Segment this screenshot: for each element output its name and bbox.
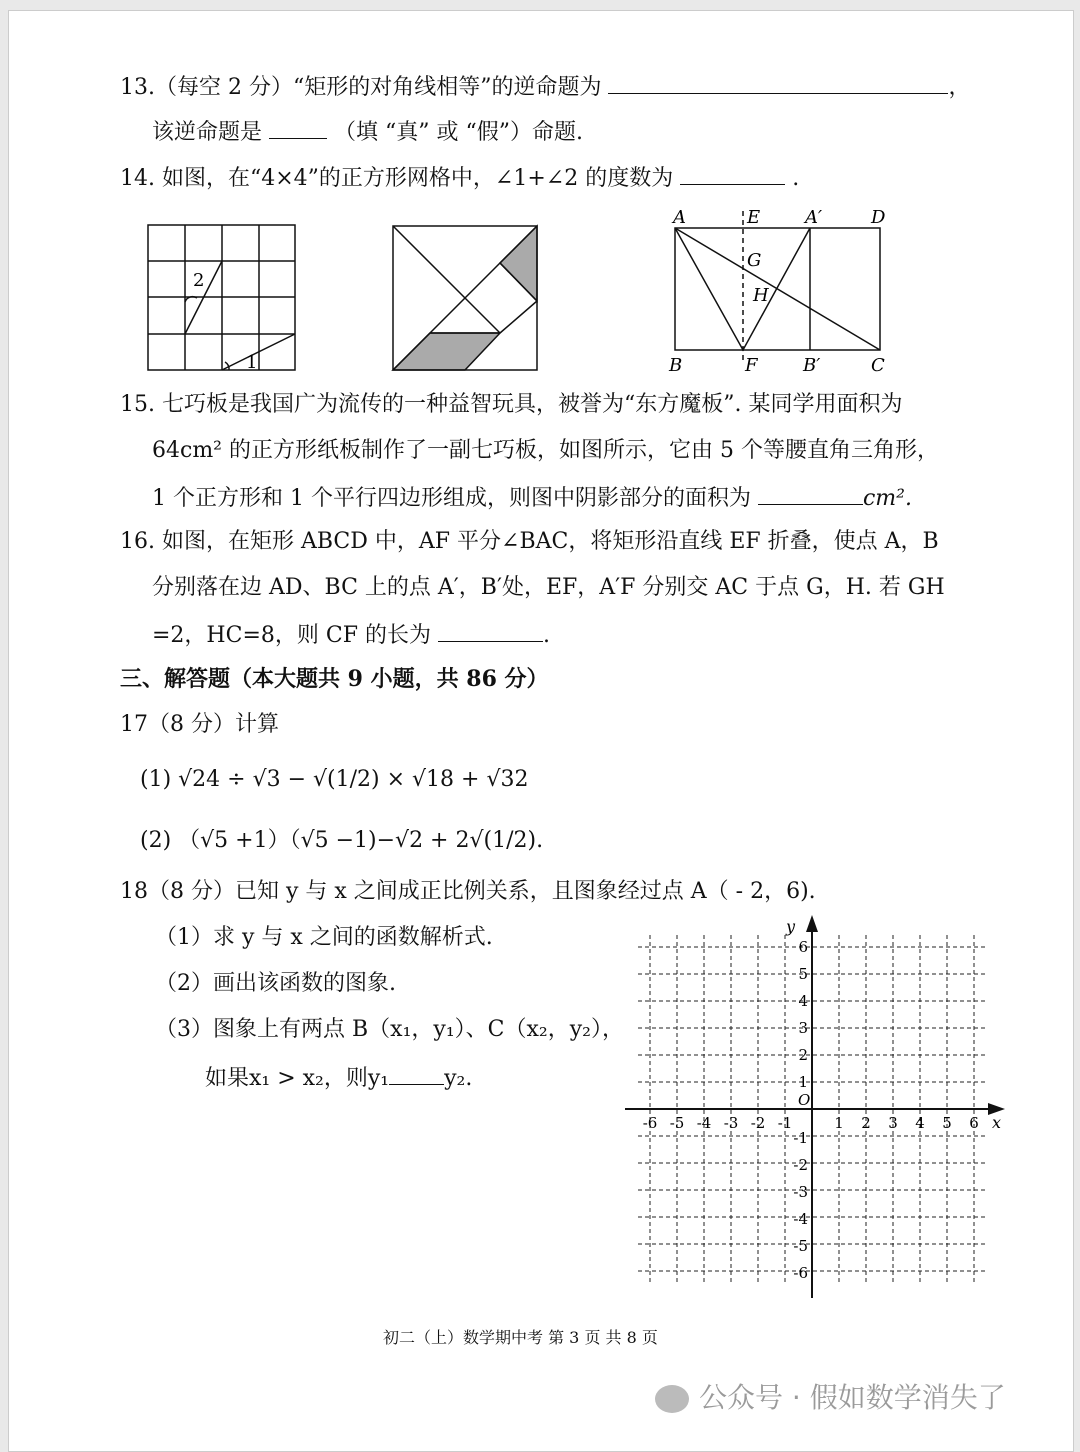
x-tick-label: 5 (942, 1114, 952, 1132)
q13-comma: ， (948, 75, 971, 100)
q17-title: 17（8 分）计算 (120, 712, 279, 737)
point-H: H (753, 285, 769, 306)
y-tick-label: 6 (798, 938, 808, 956)
x-tick-label: 6 (969, 1114, 979, 1132)
coordinate-grid (620, 910, 1020, 1305)
origin-label: O (798, 1091, 811, 1109)
angle-2-label: 2 (193, 270, 205, 291)
y-tick-label: -3 (793, 1183, 808, 1201)
q16-line2: 分别落在边 AD、BC 上的点 A′，B′处，EF，A′F 分别交 AC 于点 G，H. 若 GH (152, 575, 945, 600)
q18-y2: y₂. (444, 1066, 473, 1091)
x-tick-label: -1 (777, 1114, 793, 1132)
q18-part2: （2）画出该函数的图象. (155, 971, 396, 996)
watermark-text: 公众号 · 假如数学消失了 (699, 1381, 1006, 1414)
q13-line1 (120, 71, 970, 103)
watermark (655, 1376, 1006, 1416)
wechat-icon (655, 1385, 689, 1413)
x-tick-label: -6 (642, 1114, 658, 1132)
point-G: G (747, 250, 762, 271)
point-C: C (871, 355, 885, 376)
q13-line2 (152, 116, 583, 148)
q14-end: . (792, 166, 800, 191)
x-tick-label: 2 (861, 1114, 871, 1132)
point-B-prime: B′ (803, 355, 821, 376)
y-tick-label: 2 (798, 1046, 808, 1064)
y-tick-label: -2 (793, 1156, 808, 1174)
q13-text2: 该逆命题是 (152, 120, 263, 145)
y-tick-label: -6 (793, 1264, 808, 1282)
x-tick-label: 1 (834, 1114, 844, 1132)
y-tick-label: -4 (793, 1210, 808, 1228)
y-tick-label: -5 (793, 1237, 808, 1255)
x-tick-label: 4 (915, 1114, 925, 1132)
y-tick-label: 5 (798, 965, 808, 983)
answer-blank (758, 482, 863, 505)
y-axis-arrow (806, 915, 818, 932)
q13-text3: （填 “真” 或 “假”）命题. (334, 120, 583, 145)
q18-part3: （3）图象上有两点 B（x₁，y₁）、C（x₂，y₂）， (155, 1017, 624, 1042)
point-E: E (747, 207, 761, 228)
x-tick-label: -4 (696, 1114, 712, 1132)
q16-end: . (542, 623, 550, 648)
angle-1-label: 1 (246, 352, 258, 373)
rectangle-fold-figure (665, 203, 895, 378)
q18-cond: 如果x₁ > x₂，则y₁ (205, 1066, 390, 1091)
q18-part3b (205, 1062, 472, 1094)
answer-blank (389, 1062, 444, 1085)
y-tick-label: -1 (793, 1129, 808, 1147)
q16-line1: 16. 如图，在矩形 ABCD 中，AF 平分∠BAC，将矩形沿直线 EF 折叠，使点 A，B (120, 529, 939, 554)
q17-part2: (2) （√5 +1）（√5 −1)−√2 + 2√(1/2). (140, 828, 544, 853)
q14 (120, 162, 799, 194)
y-tick-label: 4 (798, 992, 808, 1010)
q15-text: 1 个正方形和 1 个平行四边形组成，则图中阴影部分的面积为 (152, 486, 751, 511)
q16-line3 (152, 619, 550, 651)
q18-part1: （1）求 y 与 x 之间的函数解析式. (155, 925, 493, 950)
q15-line3 (152, 482, 912, 514)
x-tick-label: -3 (723, 1114, 739, 1132)
grid-figure (145, 222, 300, 374)
q16-text: =2，HC=8，则 CF 的长为 (152, 623, 431, 648)
point-D: D (871, 207, 886, 228)
point-F: F (745, 355, 758, 376)
y-tick-label: 1 (798, 1073, 808, 1091)
q17-part1: (1) √24 ÷ √3 − √(1/2) × √18 + √32 (140, 767, 529, 792)
q18-title: 18（8 分）已知 y 与 x 之间成正比例关系，且图象经过点 A（ - 2，6). (120, 879, 816, 904)
point-A-prime: A′ (805, 207, 823, 228)
page-footer: 初二（上）数学期中考 第 3 页 共 8 页 (383, 1328, 658, 1347)
y-axis-label: y (786, 917, 796, 936)
q14-text: 14. 如图，在“4×4”的正方形网格中，∠1+∠2 的度数为 (120, 166, 674, 191)
y-tick-label: 3 (798, 1019, 808, 1037)
x-tick-label: 3 (888, 1114, 898, 1132)
point-B: B (669, 355, 683, 376)
answer-blank (680, 162, 785, 185)
answer-blank (269, 116, 327, 139)
answer-blank (608, 71, 948, 94)
tangram-figure (390, 223, 542, 375)
x-tick-label: -2 (750, 1114, 766, 1132)
q13-text: 13.（每空 2 分）“矩形的对角线相等”的逆命题为 (120, 75, 602, 100)
point-A: A (673, 207, 686, 228)
q15-line1: 15. 七巧板是我国广为流传的一种益智玩具，被誉为“东方魔板”. 某同学用面积为 (120, 392, 903, 417)
x-axis-label: x (992, 1113, 1002, 1132)
x-tick-label: -5 (669, 1114, 685, 1132)
section-heading: 三、解答题（本大题共 9 小题，共 86 分） (120, 666, 549, 692)
q15-line2: 64cm² 的正方形纸板制作了一副七巧板，如图所示，它由 5 个等腰直角三角形， (152, 438, 939, 463)
answer-blank (438, 619, 543, 642)
q15-unit: cm². (862, 486, 912, 511)
